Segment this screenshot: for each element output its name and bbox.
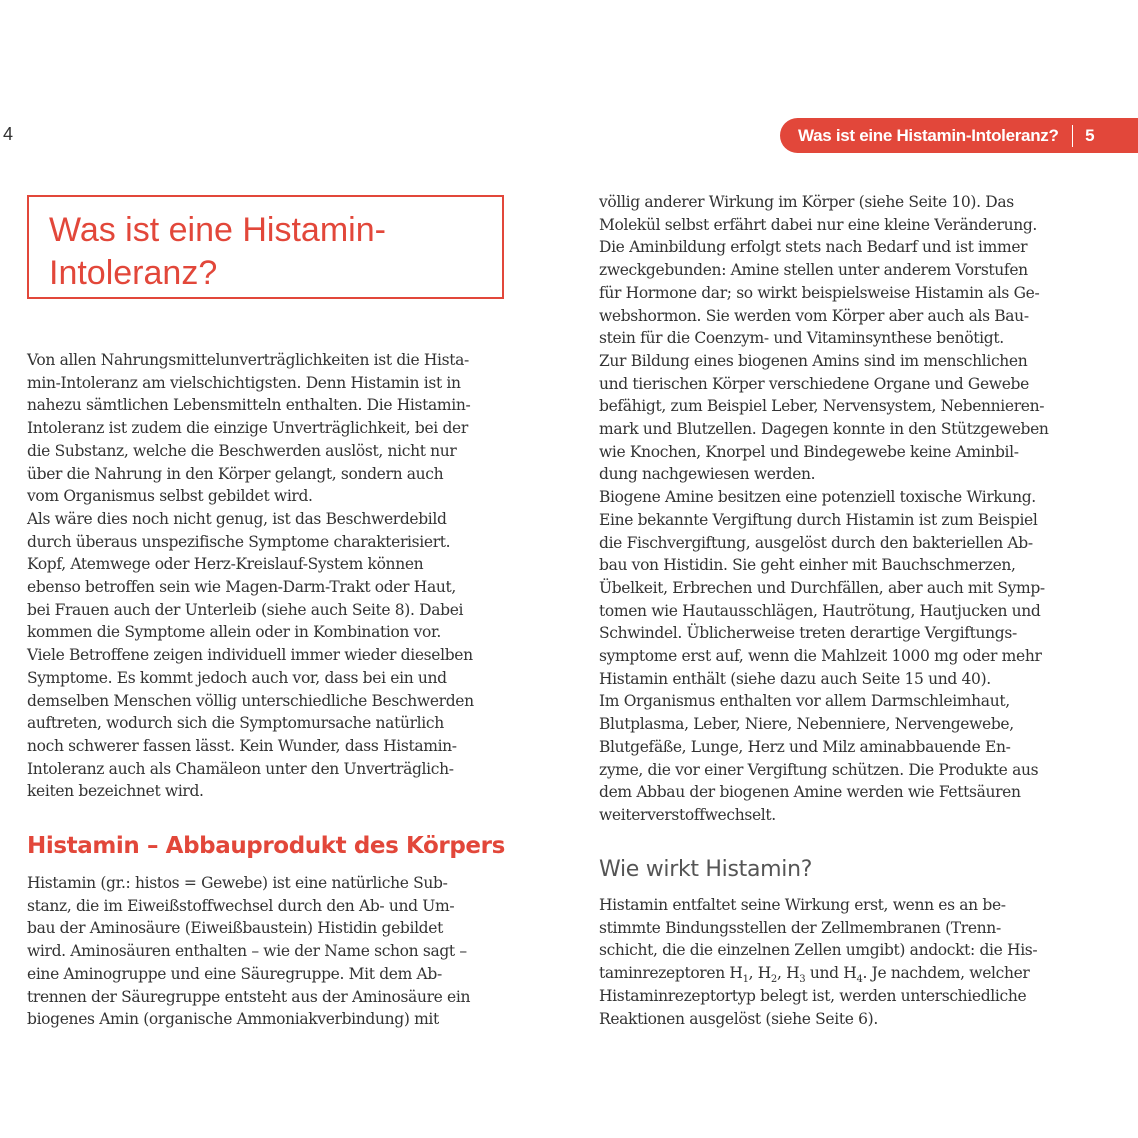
text-line: mark und Blutzellen. Dagegen konnte in den Stützgeweben (599, 420, 1049, 439)
text-line: nahezu sämtlichen Lebensmitteln enthalten. Die Histamin- (27, 396, 471, 415)
text-line: Blutgefäße, Lunge, Herz und Milz aminabbauende En- (599, 737, 1011, 756)
text-line: webshormon. Sie werden vom Körper aber auch als Bau- (599, 306, 1029, 325)
right-section-lines-a (599, 894, 1079, 962)
text-line: die Fischvergiftung, ausgelöst durch den bakteriellen Ab- (599, 533, 1033, 552)
text-line: wird. Aminosäuren enthalten – wie der Name schon sagt – (27, 942, 467, 961)
chapter-title-line-2: Intoleranz? (49, 254, 218, 292)
page-number-left: 4 (3, 124, 14, 144)
page-number-right: 5 (1085, 125, 1095, 145)
text-line: und tierischen Körper verschiedene Organe und Gewebe (599, 374, 1029, 393)
text-line: Histamin (gr.: histos = Gewebe) ist eine natürliche Sub- (27, 874, 448, 892)
text-line: Viele Betroffene zeigen individuell immer wieder dieselben (27, 646, 473, 665)
running-header-title: Was ist eine Histamin-Intoleranz? (798, 125, 1059, 145)
text-line: demselben Menschen völlig unterschiedliche Beschwerden (27, 691, 474, 710)
text-line: Zur Bildung eines biogenen Amins sind im menschlichen (599, 351, 1028, 370)
text-line: vom Organismus selbst gebildet wird. (27, 487, 313, 506)
text-line: Histaminrezeptortyp belegt ist, werden unterschiedliche (599, 986, 1027, 1005)
subscript: 1 (742, 974, 749, 986)
running-header (780, 118, 1138, 153)
text-line: symptome erst auf, wenn die Mahlzeit 1000 mg oder mehr (599, 647, 1042, 666)
chapter-title-box (27, 195, 504, 299)
text-line: Kopf, Atemwege oder Herz-Kreislauf-System können (27, 555, 424, 574)
text-line: die Substanz, welche die Beschwerden auslöst, nicht nur (27, 441, 457, 460)
right-column-continued (599, 191, 1079, 827)
subscript: 4 (856, 974, 863, 986)
receptor-text: , H (748, 964, 771, 983)
text-line: eine Aminogruppe und eine Säuregruppe. Mit dem Ab- (27, 964, 442, 983)
text-line: dem Abbau der biogenen Amine werden wie Fettsäuren (599, 783, 1021, 802)
chapter-title-line-1: Was ist eine Histamin- (49, 211, 386, 249)
text-line: bei Frauen auch der Unterleib (siehe auch Seite 8). Dabei (27, 600, 464, 619)
right-section-lines-b (599, 985, 1079, 1030)
text-line: Reaktionen ausgelöst (siehe Seite 6). (599, 1009, 878, 1028)
left-column-intro (27, 349, 512, 803)
text-line: weiterverstoffwechselt. (599, 805, 776, 824)
text-line: Symptome. Es kommt jedoch auch vor, dass bei ein und (27, 668, 447, 687)
text-line: Übelkeit, Erbrechen und Durchfällen, aber auch mit Symp- (599, 578, 1045, 597)
text-line: Molekül selbst erfährt dabei nur eine kleine Veränderung. (599, 215, 1037, 234)
text-line: stimmte Bindungsstellen der Zellmembranen (Trenn- (599, 918, 1001, 937)
receptor-text: , H (776, 964, 800, 983)
text-line: noch schwerer fassen lässt. Kein Wunder, dass Histamin- (27, 736, 457, 755)
text-line: dung nachgewiesen werden. (599, 465, 816, 484)
text-line: ebenso betroffen sein wie Magen-Darm-Trakt oder Haut, (27, 578, 456, 597)
header-separator (1072, 125, 1074, 147)
receptor-text: und H (805, 964, 857, 983)
text-line: zyme, die vor einer Vergiftung schützen. Die Produkte aus (599, 760, 1039, 779)
text-line: keiten bezeichnet wird. (27, 782, 204, 801)
text-line: befähigt, zum Beispiel Leber, Nervensystem, Nebennieren- (599, 397, 1045, 416)
text-line: stein für die Coenzym- und Vitaminsynthese benötigt. (599, 329, 1004, 348)
text-line: Biogene Amine besitzen eine potenziell toxische Wirkung. (599, 488, 1036, 507)
text-line: über die Nahrung in den Körper gelangt, sondern auch (27, 464, 444, 483)
subscript: 3 (799, 974, 806, 986)
text-line: wie Knochen, Knorpel und Bindegewebe keine Aminbil- (599, 442, 1019, 461)
text-line: zweckgebunden: Amine stellen unter anderem Vorstufen (599, 261, 1028, 280)
text-line: völlig anderer Wirkung im Körper (siehe Seite 10). Das (599, 193, 1014, 211)
text-line: Histamin enthält (siehe dazu auch Seite 15 und 40). (599, 669, 991, 688)
subscript: 2 (770, 974, 777, 986)
text-line: Blutplasma, Leber, Niere, Nebenniere, Nervengewebe, (599, 715, 1014, 734)
receptor-text: taminrezeptoren H (599, 964, 743, 983)
text-line: für Hormone dar; so wirkt beispielsweise Histamin als Ge- (599, 283, 1040, 302)
text-line: kommen die Symptome allein oder in Kombination vor. (27, 623, 441, 642)
section-heading-wie-wirkt: Wie wirkt Histamin? (599, 857, 813, 882)
text-line: trennen der Säuregruppe entsteht aus der Aminosäure ein (27, 987, 471, 1006)
text-line: Eine bekannte Vergiftung durch Histamin ist zum Beispiel (599, 510, 1038, 529)
text-line: Histamin entfaltet seine Wirkung erst, wenn es an be- (599, 896, 1006, 914)
text-line: schicht, die die einzelnen Zellen umgibt) andockt: die His- (599, 941, 1038, 960)
text-line: auftreten, wodurch sich die Symptomursache natürlich (27, 714, 444, 733)
section-heading-abbauprodukt: Histamin – Abbauprodukt des Körpers (27, 833, 505, 859)
text-line: Im Organismus enthalten vor allem Darmschleimhaut, (599, 692, 1010, 711)
text-line: tomen wie Hautausschlägen, Hautrötung, Hautjucken und (599, 601, 1041, 620)
text-line: Von allen Nahrungsmittelunverträglichkeiten ist die Hista- (27, 351, 469, 369)
right-column-section (599, 894, 1079, 1030)
text-line: Als wäre dies noch nicht genug, ist das Beschwerdebild (27, 509, 447, 528)
text-line: bau von Histidin. Sie geht einher mit Bauchschmerzen, (599, 556, 1016, 575)
receptor-line (599, 962, 1079, 985)
text-line: biogenes Amin (organische Ammoniakverbindung) mit (27, 1010, 439, 1029)
text-line: Intoleranz auch als Chamäleon unter den Unverträglich- (27, 759, 454, 778)
text-line: bau der Aminosäure (Eiweißbaustein) Histidin gebildet (27, 919, 443, 938)
receptor-text: . Je nachdem, welcher (862, 964, 1030, 983)
text-line: Die Aminbildung erfolgt stets nach Bedarf und ist immer (599, 238, 1028, 257)
left-column-section (27, 872, 512, 1031)
text-line: min-Intoleranz am vielschichtigsten. Denn Histamin ist in (27, 373, 461, 392)
text-line: durch überaus unspezifische Symptome charakterisiert. (27, 532, 451, 551)
text-line: stanz, die im Eiweißstoffwechsel durch den Ab- und Um- (27, 896, 455, 915)
text-line: Schwindel. Üblicherweise treten derartige Vergiftungs- (599, 624, 1017, 643)
text-line: Intoleranz ist zudem die einzige Unverträglichkeit, bei der (27, 419, 468, 438)
